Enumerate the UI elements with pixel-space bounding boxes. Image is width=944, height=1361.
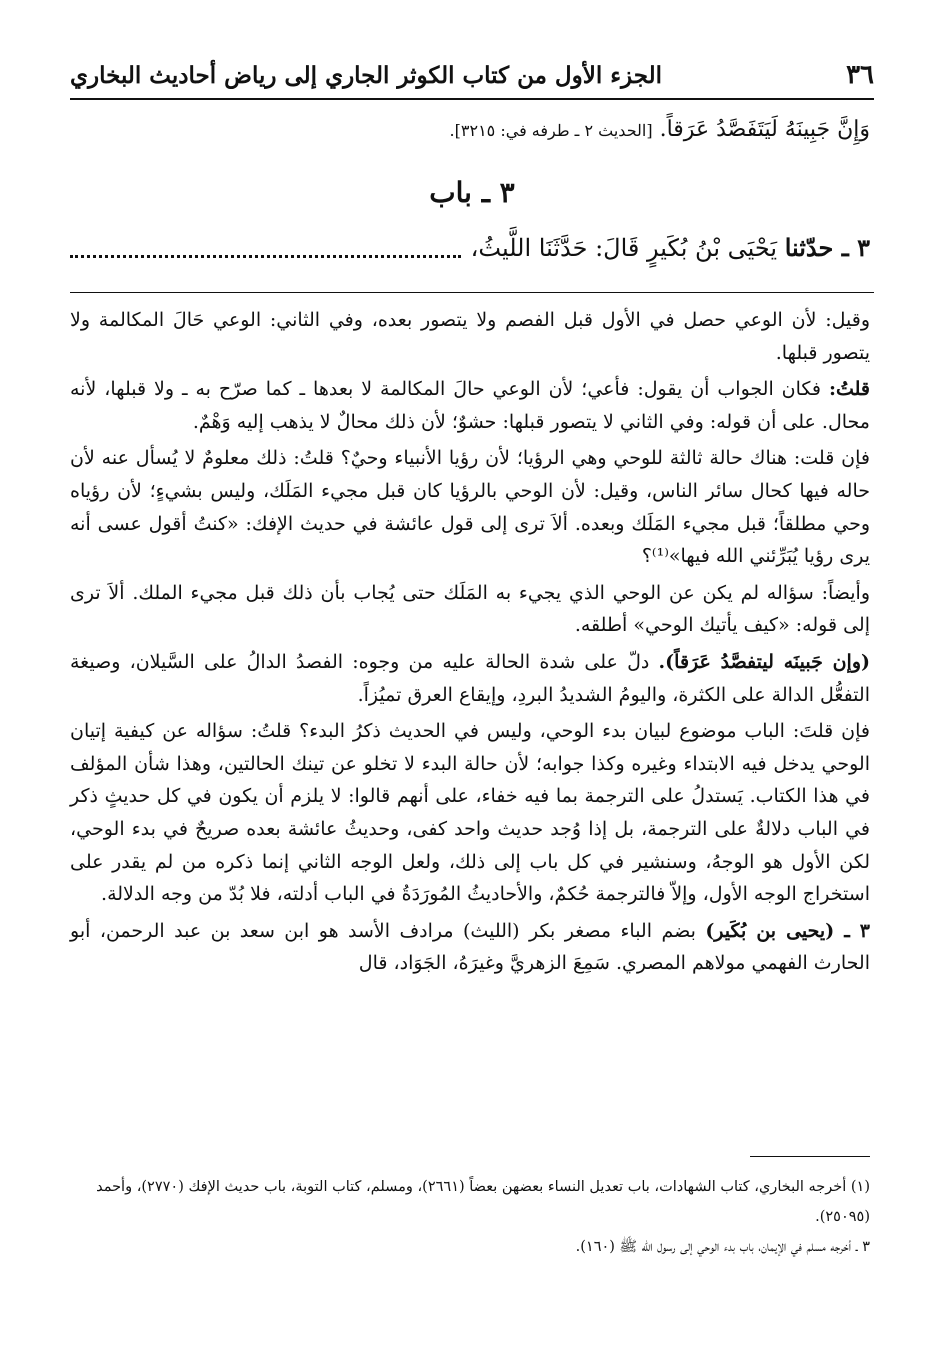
commentary-paragraph xyxy=(70,915,870,980)
commentary-paragraph xyxy=(70,442,870,572)
commentary-paragraph xyxy=(70,577,870,642)
chapter-heading: ٣ ـ باب xyxy=(429,176,515,209)
paragraph-text: وأيضاً: سؤاله لم يكن عن الوحي الذي يجيء به المَلَك حتى يُجاب بأن ذلك قبل مجيء الملك. ألاَ ترى إلى قوله: «كيف يأتيك الوحي» أطلقه. xyxy=(70,581,870,637)
paragraph-text: فكان الجواب أن يقول: فأعي؛ لأن الوعي حالَ المكالمة لا بعدها ـ كما صرّح به ـ ولا قبلها، لأنه محال. على أن قوله: وفي الثاني لا يتصور قبلها: حشوٌ؛ لأن ذلك محالٌ لا يذهب إليه وَهْمٌ. xyxy=(70,378,870,433)
commentary-paragraph xyxy=(70,646,870,711)
isnad-number: ٣ ـ حدّثنا xyxy=(784,233,870,262)
paragraph-text: وقيل: لأن الوعي حصل في الأول قبل الفصم ولا يتصور بعده، وفي الثاني: الوعي حَالَ المكالمة ولا يتصور قبلها. xyxy=(70,309,870,364)
paragraph-lead: ٣ ـ (يحيى بن بُكَير) xyxy=(705,919,871,942)
footnote: (١) أخرجه البخاري، كتاب الشهادات، باب تعديل النساء بعضهن بعضاً (٢٦٦١)، ومسلم، كتاب التوبة، باب حديث الإفك (٢٧٧٠)، وأحمد (٢٥٠٩٥). xyxy=(96,1179,870,1225)
paragraph-text: فإن قلت: هناك حالة ثالثة للوحي وهي الرؤيا؛ لأن رؤيا الأنبياء وحيٌ؟ قلتُ: ذلك معلومٌ لا يُسأل عنه لأن حاله فيها كحال سائر الناس، وقيل: لأن الوحي بالرؤيا كان قبل مجيء المَلَك، وليس بشيءٍ؛ لأن رؤياه وحي مطلقاً؛ قبل مجيء المَلَك وبعده. ألاَ ترى إلى قول عائشة في حديث الإفك: «كنتُ أقول عسى أنه يرى رؤيا يُبَرِّئني الله فيها»⁽¹⁾؟ xyxy=(70,447,870,568)
page-number: ٣٦ xyxy=(846,60,874,90)
separator-line xyxy=(70,292,874,293)
commentary-body xyxy=(70,304,870,984)
paragraph-text: فإن قلتَ: الباب موضوع لبيان بدء الوحي، وليس في الحديث ذكرُ البدء؟ قلتُ: سؤاله عن كيفية إتيان الوحي يدخل فيه الابتداء وغيره وكذا جوابه؛ لأن حالة البدء لا تخلو عن تينك الحالتين، وهذا شأن المؤلف في هذا الكتاب. يَستدلُ على الترجمة بما فيه خفاء، على أنهم قالوا: لا يلزم أن يكون في كل حديثٍ ذكر في الباب دلالةٌ على الترجمة، بل إذا وُجد حديث واحد كفى، وحديثُ عائشة بعده صريحٌ في بدء الوحي، لكن الأول هو الوجهُ، وسنشير في كل باب إلى ذلك، ولعل الوجه الثاني إنما ذكره من لم يقدر على استخراج الوجه الأول، وإلاّ فالترجمة حُكمٌ، والأحاديثُ المُورَدَةُ في الباب أدلته، فلا بُدّ من وجه الدلالة. xyxy=(70,720,870,906)
footnote-separator xyxy=(750,1156,870,1157)
paragraph-text: بضم الباء مصغر بكر (الليث) مرادف الأسد هو ابن سعد بن عبد الرحمن، أبو الحارث الفهمي مولاهم المصري. سَمِعَ الزهريَّ وغيرَهُ، الجَوَاد، قال xyxy=(70,919,870,975)
running-title: الجزء الأول من كتاب الكوثر الجاري إلى رياض أحاديث البخاري xyxy=(70,61,662,89)
page-header xyxy=(70,52,874,100)
isnad-text: يَحْيَى بْنُ بُكَيرٍ قَالَ: حَدَّثَنَا اللَّيثُ، xyxy=(470,234,778,262)
commentary-paragraph xyxy=(70,715,870,911)
commentary-paragraph xyxy=(70,304,870,369)
paragraph-text: دلّ على شدة الحالة عليه من وجوه: الفصدُ الدالُ على السَّيلان، وصيغة التفعُّل الدالة على الكثرة، واليومُ الشديدُ البردِ، وإيقاع العرق تميُزاً. xyxy=(70,650,870,706)
isnad-line xyxy=(70,228,870,268)
hadith-ending xyxy=(70,110,870,151)
footnotes xyxy=(70,1172,870,1262)
dotted-leader xyxy=(70,228,461,258)
paragraph-lead: قلتُ: xyxy=(828,378,871,401)
paragraph-lead: (وإن جَبينَه ليتفصَّدُ عَرَقاً). xyxy=(658,650,870,673)
footnote: ٣ ـ أخرجه مسلم في الإيمان، باب بدء الوحي إلى رسول الله ﷺ (١٦٠). xyxy=(575,1239,870,1255)
hadith-reference: [الحديث ٢ ـ طرفه في: ٣٢١٥]. xyxy=(449,121,653,140)
commentary-paragraph xyxy=(70,373,870,438)
hadith-ending-text: وَإِنَّ جَبِينَهُ لَيَتَفَصَّدُ عَرَقاً. xyxy=(659,117,870,142)
